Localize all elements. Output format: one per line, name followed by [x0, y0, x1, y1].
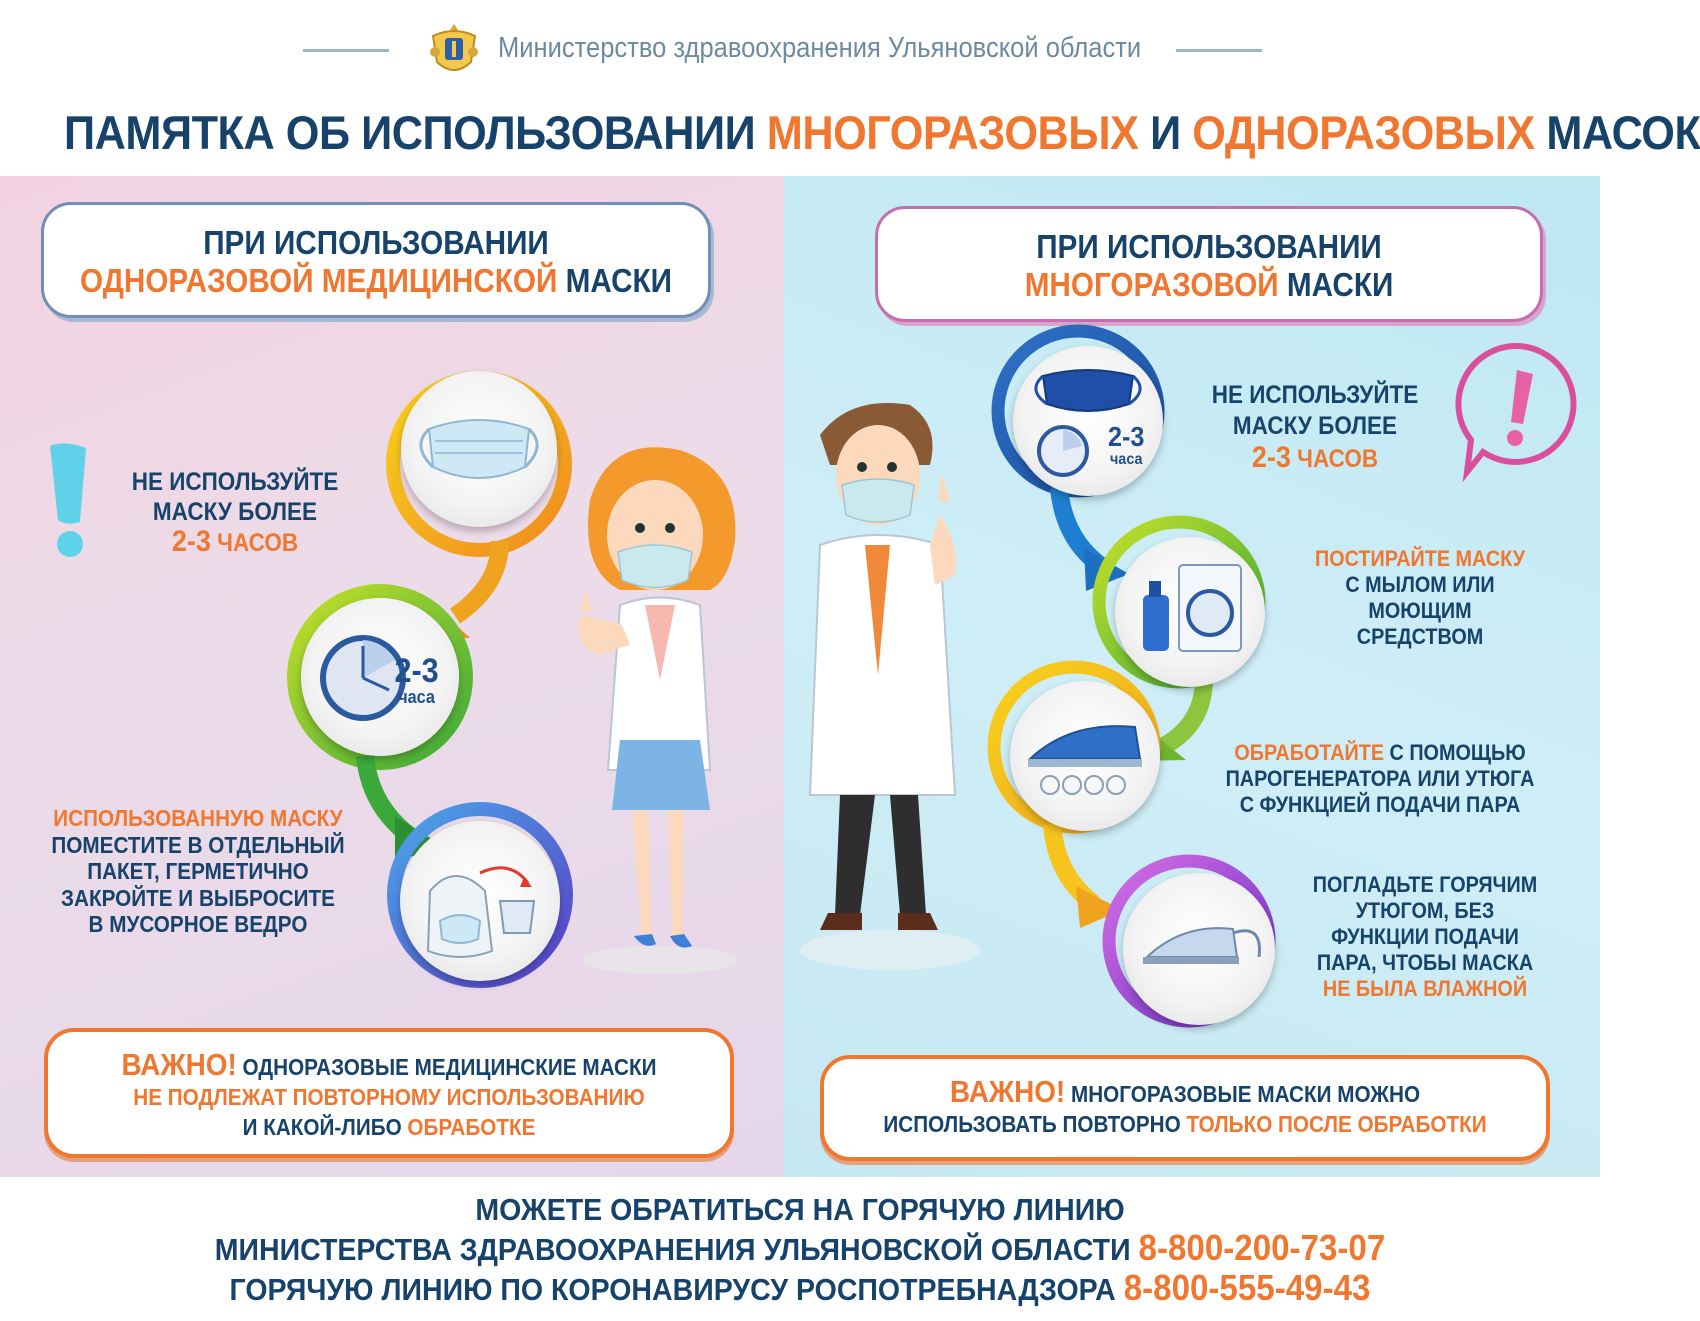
bag-trash-icon [400, 821, 560, 981]
right-step2-text: ПОСТИРАЙТЕ МАСКУ С МЫЛОМ ИЛИ МОЮЩИМ СРЕДСТВОМ [1314, 546, 1526, 649]
page-title: ПАМЯТКА ОБ ИСПОЛЬЗОВАНИИ МНОГОРАЗОВЫХ И ОДНОРАЗОВЫХ МАСОК [64, 106, 1700, 159]
ministry-name: Министерство здравоохранения Ульяновской области [498, 32, 1142, 64]
mask-icon-circle [401, 371, 557, 527]
left-step1-text: НЕ ИСПОЛЬЗУЙТЕ МАСКУ БОЛЕЕ 2-3 ЧАСОВ [131, 468, 339, 558]
bag-trash-icon-circle [400, 821, 560, 981]
right-step3-text: ОБРАБОТАЙТЕ С ПОМОЩЬЮ ПАРОГЕНЕРАТОРА ИЛИ УТЮГА С ФУНКЦИЕЙ ПОДАЧИ ПАРА [1225, 740, 1535, 817]
reusable-section-title: ПРИ ИСПОЛЬЗОВАНИИ МНОГОРАЗОВОЙ МАСКИ [875, 206, 1543, 322]
mask-icon [401, 371, 557, 527]
header-divider-right [1176, 49, 1262, 52]
exclamation-icon [1453, 340, 1583, 480]
washing-machine-icon [1115, 537, 1265, 687]
left-step3-text: ИСПОЛЬЗОВАННУЮ МАСКУ ПОМЕСТИТЕ В ОТДЕЛЬНЫЙ ПАКЕТ, ГЕРМЕТИЧНО ЗАКРОЙТЕ И ВЫБРОСИТЕ В МУСОРНОЕ ВЕДРО [51, 805, 345, 937]
coat-of-arms-icon [425, 22, 483, 78]
steam-iron-icon [1010, 681, 1160, 831]
disposable-important-note: ВАЖНО! ОДНОРАЗОВЫЕ МЕДИЦИНСКИЕ МАСКИ НЕ ПОДЛЕЖАТ ПОВТОРНОМУ ИСПОЛЬЗОВАНИЮ И КАКОЙ-ЛИБО ОБРАБОТКЕ [44, 1028, 734, 1158]
clock-duration: 2-3 часа [394, 652, 439, 707]
right-step4-text: ПОГЛАДЬТЕ ГОРЯЧИМ УТЮГОМ, БЕЗ ФУНКЦИИ ПОДАЧИ ПАРА, ЧТОБЫ МАСКА НЕ БЫЛА ВЛАЖНОЙ [1312, 872, 1538, 1001]
iron-icon-circle [1123, 873, 1275, 1025]
hotline-footer: МОЖЕТЕ ОБРАТИТЬСЯ НА ГОРЯЧУЮ ЛИНИЮ МИНИСТЕРСТВА ЗДРАВООХРАНЕНИЯ УЛЬЯНОВСКОЙ ОБЛАСТИ 8-800-200-73-07 ГОРЯЧУЮ ЛИНИЮ ПО КОРОНАВИРУСУ РОСПОТРЕБНАДЗОРА 8-800-555-49-43 [214, 1192, 1386, 1308]
steam-iron-icon-circle [1010, 681, 1160, 831]
reusable-clock-duration: 2-3 часа [1108, 421, 1145, 468]
reusable-important-note: ВАЖНО! МНОГОРАЗОВЫЕ МАСКИ МОЖНО ИСПОЛЬЗОВАТЬ ПОВТОРНО ТОЛЬКО ПОСЛЕ ОБРАБОТКИ [820, 1055, 1550, 1161]
female-doctor-illustration [560, 440, 760, 980]
header-divider-left [303, 49, 389, 52]
male-doctor-illustration [790, 395, 1000, 975]
right-step1-text: НЕ ИСПОЛЬЗУЙТЕ МАСКУ БОЛЕЕ 2-3 ЧАСОВ [1211, 381, 1419, 474]
iron-icon [1123, 873, 1275, 1025]
washing-icon-circle [1115, 537, 1265, 687]
rospotrebnadzor-hotline-phone[interactable]: 8-800-555-49-43 [1123, 1267, 1371, 1308]
spray-bottle-icon [1143, 595, 1169, 651]
ministry-hotline-phone[interactable]: 8-800-200-73-07 [1138, 1227, 1386, 1268]
exclamation-icon [44, 440, 104, 560]
disposable-section-title: ПРИ ИСПОЛЬЗОВАНИИ ОДНОРАЗОВОЙ МЕДИЦИНСКОЙ МАСКИ [41, 202, 711, 318]
